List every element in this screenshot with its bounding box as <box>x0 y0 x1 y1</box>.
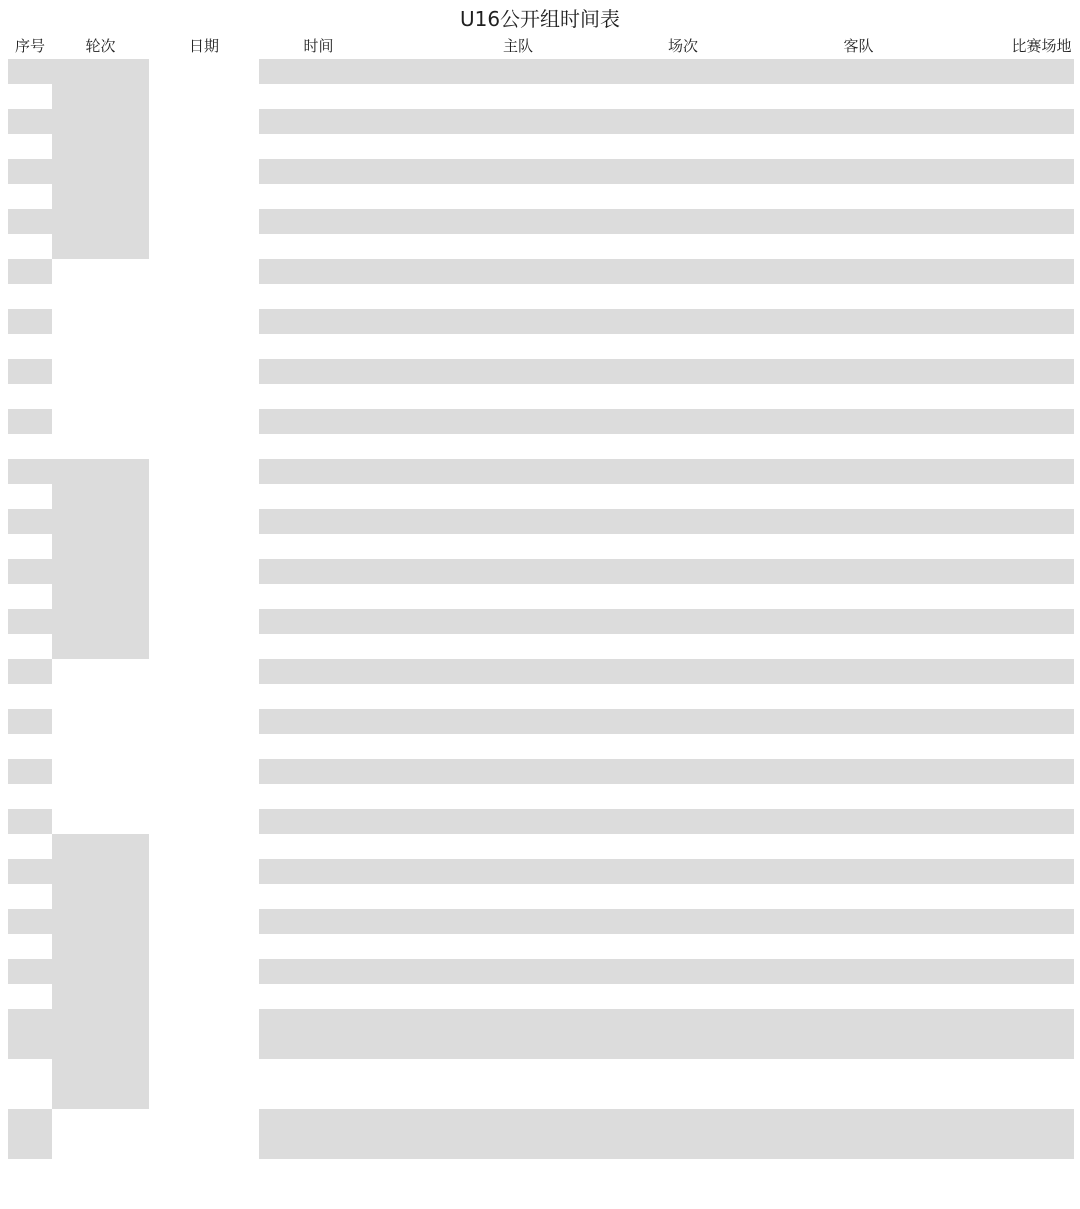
header-round: 轮次 <box>85 37 116 55</box>
round-cell <box>52 1109 149 1209</box>
round-cell <box>52 659 149 709</box>
header-date: 日期 <box>188 37 219 55</box>
round-cell <box>52 834 149 909</box>
header-time: 时间 <box>303 37 334 55</box>
round-cell <box>52 459 149 659</box>
round-cell <box>52 909 149 959</box>
header-away: 客队 <box>843 37 874 55</box>
round-cell <box>52 1009 149 1109</box>
round-cell <box>52 259 149 459</box>
round-cell <box>52 709 149 834</box>
round-cell <box>52 959 149 1009</box>
header-home: 主队 <box>502 37 533 55</box>
header-seq: 序号 <box>14 37 45 55</box>
schedule-table <box>8 34 1074 1204</box>
page-title: U16公开组时间表 <box>459 7 621 31</box>
header-venue: 比赛场地 <box>1011 37 1072 55</box>
header-match: 场次 <box>667 37 698 55</box>
round-cell <box>52 59 149 259</box>
